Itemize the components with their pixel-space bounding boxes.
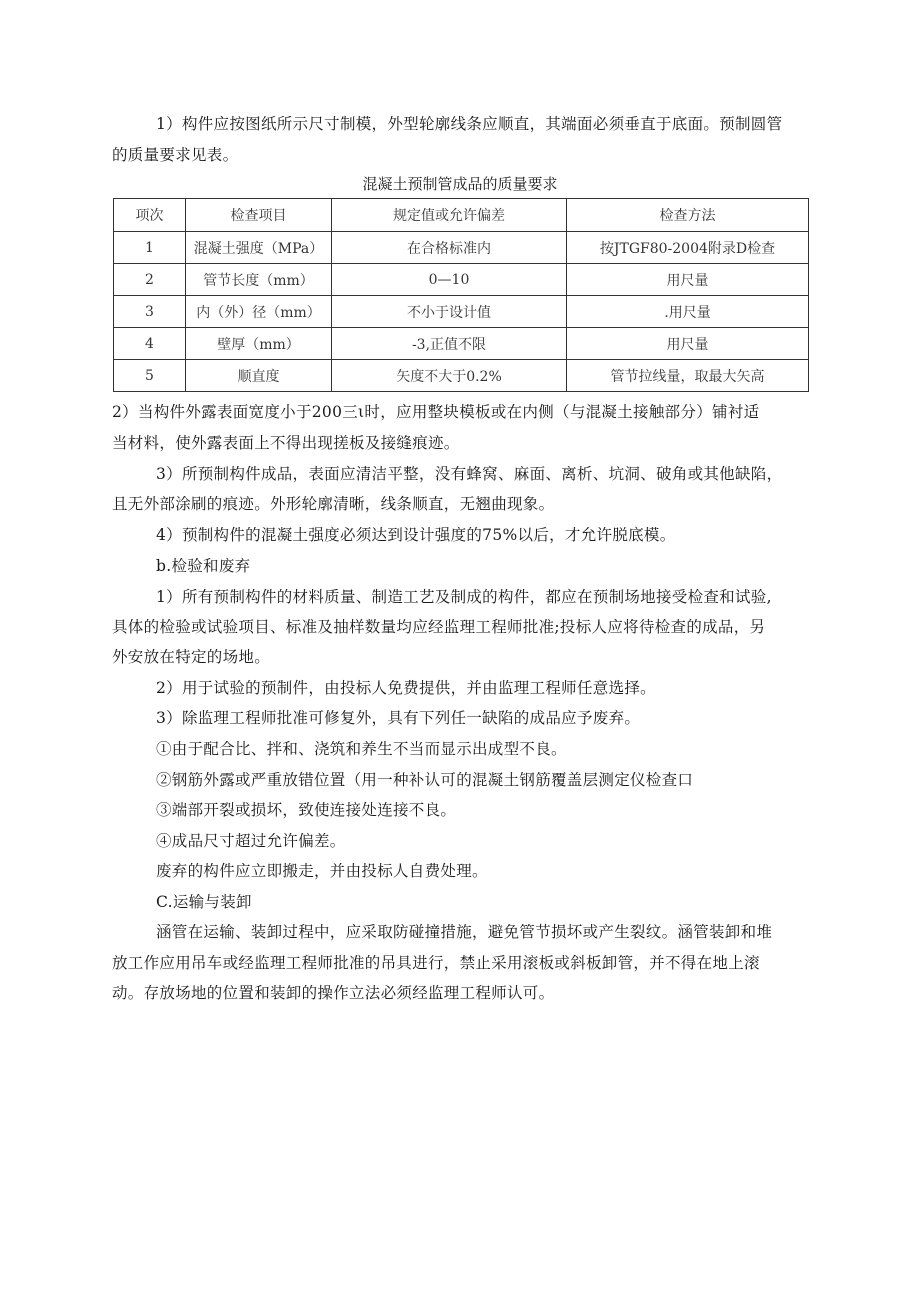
cell-check-item: 壁厚（mm）	[186, 328, 332, 360]
paragraph-3-line-2: 且无外部涂刷的痕迹。外形轮廓清晰，线条顺直，无翘曲现象。	[112, 495, 555, 513]
cell-tolerance: 不小于设计值	[332, 296, 567, 328]
cell-tolerance: 0—10	[332, 264, 567, 296]
paragraph-b1-line-3: 外安放在特定的场地。	[112, 648, 271, 666]
defect-item-3: ③端部开裂或损坏，致使连接处连接不良。	[156, 801, 457, 819]
cell-tolerance: -3,正值不限	[332, 328, 567, 360]
paragraph-4: 4）预制构件的混凝土强度必须达到设计强度的75%以后，才允许脱底模。	[156, 526, 676, 544]
table-caption: 混凝土预制管成品的质量要求	[362, 175, 558, 193]
paragraph-c-line-1: 涵管在运输、装卸过程中，应采取防碰撞措施，避免管节损坏或产生裂纹。涵管装卸和堆	[156, 923, 773, 941]
paragraph-b1-line-2: 具体的检验或试验项目、标准及抽样数量均应经监理工程师批准;投标人应将待检查的成品，另	[112, 618, 766, 636]
cell-method: .用尺量	[567, 296, 809, 328]
defect-item-1: ①由于配合比、拌和、浇筑和养生不当而显示出成型不良。	[156, 740, 567, 758]
paragraph-2-line-2: 当材料，使外露表面上不得出现搓板及接缝痕迹。	[112, 434, 460, 452]
cell-check-item: 管节长度（mm）	[186, 264, 332, 296]
paragraph-2-line-1: 2）当构件外露表面宽度小于200三ι时，应用整块模板或在内侧（与混凝土接触部分）铺衬适	[112, 403, 760, 421]
table-row	[114, 232, 809, 264]
cell-check-item: 混凝土强度（MPa）	[186, 232, 332, 264]
paragraph-1-line-1: 1）构件应按图纸所示尺寸制模，外型轮廓线条应顺直，其端面必须垂直于底面。预制圆管	[156, 115, 783, 133]
paragraph-1-line-2: 的质量要求见表。	[112, 146, 239, 164]
table-row	[114, 328, 809, 360]
header-tolerance: 规定值或允许偏差	[332, 199, 567, 232]
cell-item-no: 1	[114, 232, 186, 264]
cell-item-no: 4	[114, 328, 186, 360]
cell-method: 用尺量	[567, 264, 809, 296]
cell-item-no: 3	[114, 296, 186, 328]
table-row	[114, 264, 809, 296]
cell-item-no: 2	[114, 264, 186, 296]
paragraph-b1-line-1: 1）所有预制构件的材料质量、制造工艺及制成的构件，都应在预制场地接受检查和试验,	[156, 588, 772, 606]
cell-method: 管节拉线量，取最大矢高	[567, 360, 809, 392]
table-header-row	[114, 199, 809, 232]
defect-item-2: ②钢筋外露或严重放错位置（用一种补认可的混凝土钢筋覆盖层测定仪检查口	[156, 771, 694, 789]
section-b-heading: b.检验和废弃	[156, 557, 251, 575]
header-method: 检查方法	[567, 199, 809, 232]
table-row	[114, 360, 809, 392]
disposal-paragraph: 废弃的构件应立即搬走，并由投标人自费处理。	[156, 862, 488, 880]
paragraph-c-line-2: 放工作应用吊车或经监理工程师批准的吊具进行，禁止采用滚板或斜板卸管，并不得在地上滚	[112, 954, 760, 972]
defect-item-4: ④成品尺寸超过允许偏差。	[156, 832, 346, 850]
header-item-no: 项次	[114, 199, 186, 232]
cell-tolerance: 矢度不大于0.2%	[332, 360, 567, 392]
section-c-heading: C.运输与装卸	[156, 893, 252, 911]
paragraph-3-line-1: 3）所预制构件成品，表面应清洁平整，没有蜂窝、麻面、离析、坑洞、破角或其他缺陷，	[156, 465, 783, 483]
cell-check-item: 顺直度	[186, 360, 332, 392]
cell-item-no: 5	[114, 360, 186, 392]
quality-requirements-table	[113, 198, 809, 392]
cell-method: 按JTGF80-2004附录D检查	[567, 232, 809, 264]
table-row	[114, 296, 809, 328]
cell-method: 用尺量	[567, 328, 809, 360]
paragraph-b3: 3）除监理工程师批准可修复外，具有下列任一缺陷的成品应予废弃。	[156, 709, 641, 727]
cell-check-item: 内（外）径（mm）	[186, 296, 332, 328]
paragraph-c-line-3: 动。存放场地的位置和装卸的操作立法必须经监理工程师认可。	[112, 984, 555, 1002]
paragraph-b2: 2）用于试验的预制件，由投标人免费提供，并由监理工程师任意选择。	[156, 679, 656, 697]
header-check-item: 检查项目	[186, 199, 332, 232]
cell-tolerance: 在合格标准内	[332, 232, 567, 264]
